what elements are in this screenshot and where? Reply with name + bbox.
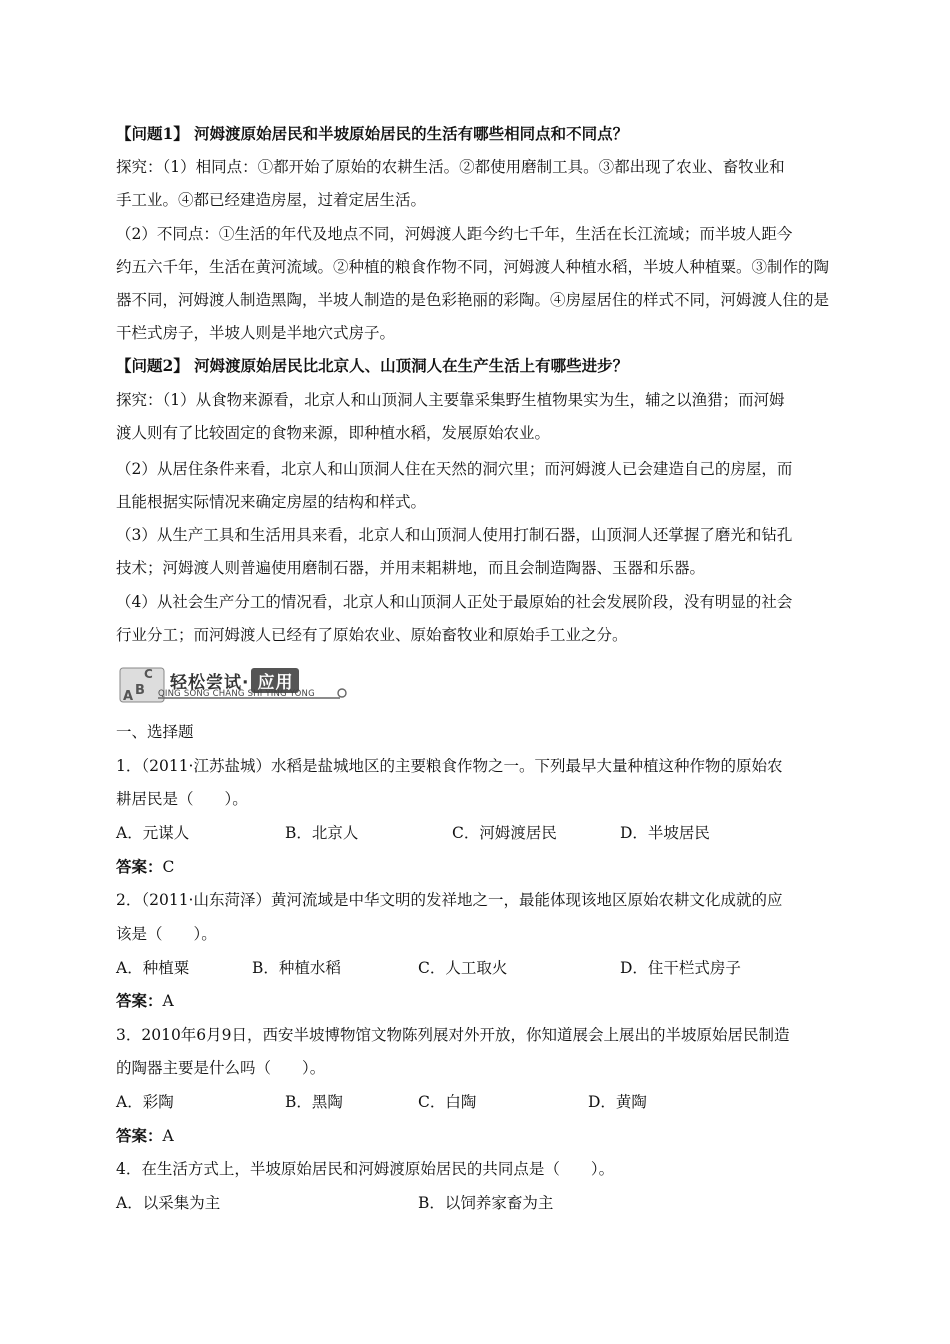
option-d: D．住干栏式房子 [620,959,741,977]
question-stem: 的陶器主要是什么吗（ ）。 [116,1059,326,1077]
answer-line [116,991,174,1011]
option-b: B．以饲养家畜为主 [418,1194,554,1212]
q2-answer-line: （4）从社会生产分工的情况看，北京人和山顶洞人正处于最原始的社会发展阶段，没有明显的社会 [116,593,793,611]
banner-letter-a: A [123,689,134,704]
option-c: C．人工取火 [418,959,508,977]
banner-letter-b: B [135,683,145,698]
question-2-title: 【问题2】 河姆渡原始居民比北京人、山顶洞人在生产生活上有哪些进步？ [116,356,629,375]
q1-answer-line: （2）不同点：①生活的年代及地点不同，河姆渡人距今约七千年，生活在长江流域；而半坡人距今 [116,225,793,243]
option-c: C．河姆渡居民 [452,824,557,842]
q2-answer-line: （3）从生产工具和生活用具来看，北京人和山顶洞人使用打制石器，山顶洞人还掌握了磨光和钻孔 [116,526,793,544]
q2-answer-line: 技术；河姆渡人则普遍使用磨制石器，并用耒耜耕地，而且会制造陶器、玉器和乐器。 [116,559,706,577]
answer-value: A [162,1127,174,1145]
answer-line [116,857,174,877]
banner-subtitle: QING SONG CHANG SHI YING YONG [158,689,315,699]
answer-value: A [162,992,174,1010]
question-stem: 3．2010年6月9日，西安半坡博物馆文物陈列展对外开放，你知道展会上展出的半坡原始居民制造 [116,1026,790,1044]
q1-answer-line: 干栏式房子，半坡人则是半地穴式房子。 [116,324,396,342]
answer-value: C [162,858,175,876]
answer-label: 答案： [116,857,163,876]
q1-answer-line: 探究：（1）相同点：①都开始了原始的农耕生活。②都使用磨制工具。③都出现了农业、畜牧业和 [116,158,785,176]
option-d: D．半坡居民 [620,824,710,842]
banner-letter-c: C [144,667,153,681]
question-stem: 4．在生活方式上，半坡原始居民和河姆渡原始居民的共同点是（ ）。 [116,1160,615,1178]
q2-answer-line: 行业分工；而河姆渡人已经有了原始农业、原始畜牧业和原始手工业之分。 [116,626,628,644]
q2-answer-line: （2）从居住条件来看，北京人和山顶洞人住在天然的洞穴里；而河姆渡人已会建造自己的房屋，而 [116,460,793,478]
question-stem: 耕居民是（ ）。 [116,790,248,808]
option-a: A．元谋人 [116,824,190,842]
question-stem: 2．（2011·山东菏泽）黄河流域是中华文明的发祥地之一，最能体现该地区原始农耕文化成就的应 [116,891,783,909]
q2-answer-line: 且能根据实际情况来确定房屋的结构和样式。 [116,493,427,511]
option-b: B．黑陶 [285,1093,343,1111]
option-a: A．彩陶 [116,1093,174,1111]
q2-answer-line: 渡人则有了比较固定的食物来源，即种植水稻，发展原始农业。 [116,424,551,442]
q1-answer-line: 约五六千年，生活在黄河流域。②种植的粮食作物不同，河姆渡人种植水稻，半坡人种植粟。③制作的陶 [116,258,830,276]
answer-label: 答案： [116,991,163,1010]
question-stem: 1．（2011·江苏盐城）水稻是盐城地区的主要粮食作物之一。下列最早大量种植这种作物的原始农 [116,757,783,775]
question-1-title: 【问题1】 河姆渡原始居民和半坡原始居民的生活有哪些相同点和不同点？ [116,124,629,143]
answer-label: 答案： [116,1126,163,1145]
answer-line [116,1126,174,1146]
option-a: A．以采集为主 [116,1194,221,1212]
option-b: B．种植水稻 [252,959,341,977]
option-c: C．白陶 [418,1093,477,1111]
option-b: B．北京人 [285,824,359,842]
banner-dot: · [242,673,250,693]
q1-answer-line: 手工业。④都已经建造房屋，过着定居生活。 [116,191,427,209]
section-banner [118,662,348,706]
section-heading: 一、选择题 [116,723,194,741]
banner-pill: 应用 [251,668,299,693]
q1-answer-line: 器不同，河姆渡人制造黑陶，半坡人制造的是色彩艳丽的彩陶。④房屋居住的样式不同，河姆渡人住的是 [116,291,830,309]
q2-answer-line: 探究：（1）从食物来源看，北京人和山顶洞人主要靠采集野生植物果实为生，辅之以渔猎；而河姆 [116,391,785,409]
banner-title-text: 轻松尝试 [170,673,242,693]
question-stem: 该是（ ）。 [116,925,217,943]
option-d: D．黄陶 [588,1093,647,1111]
option-a: A．种植粟 [116,959,190,977]
